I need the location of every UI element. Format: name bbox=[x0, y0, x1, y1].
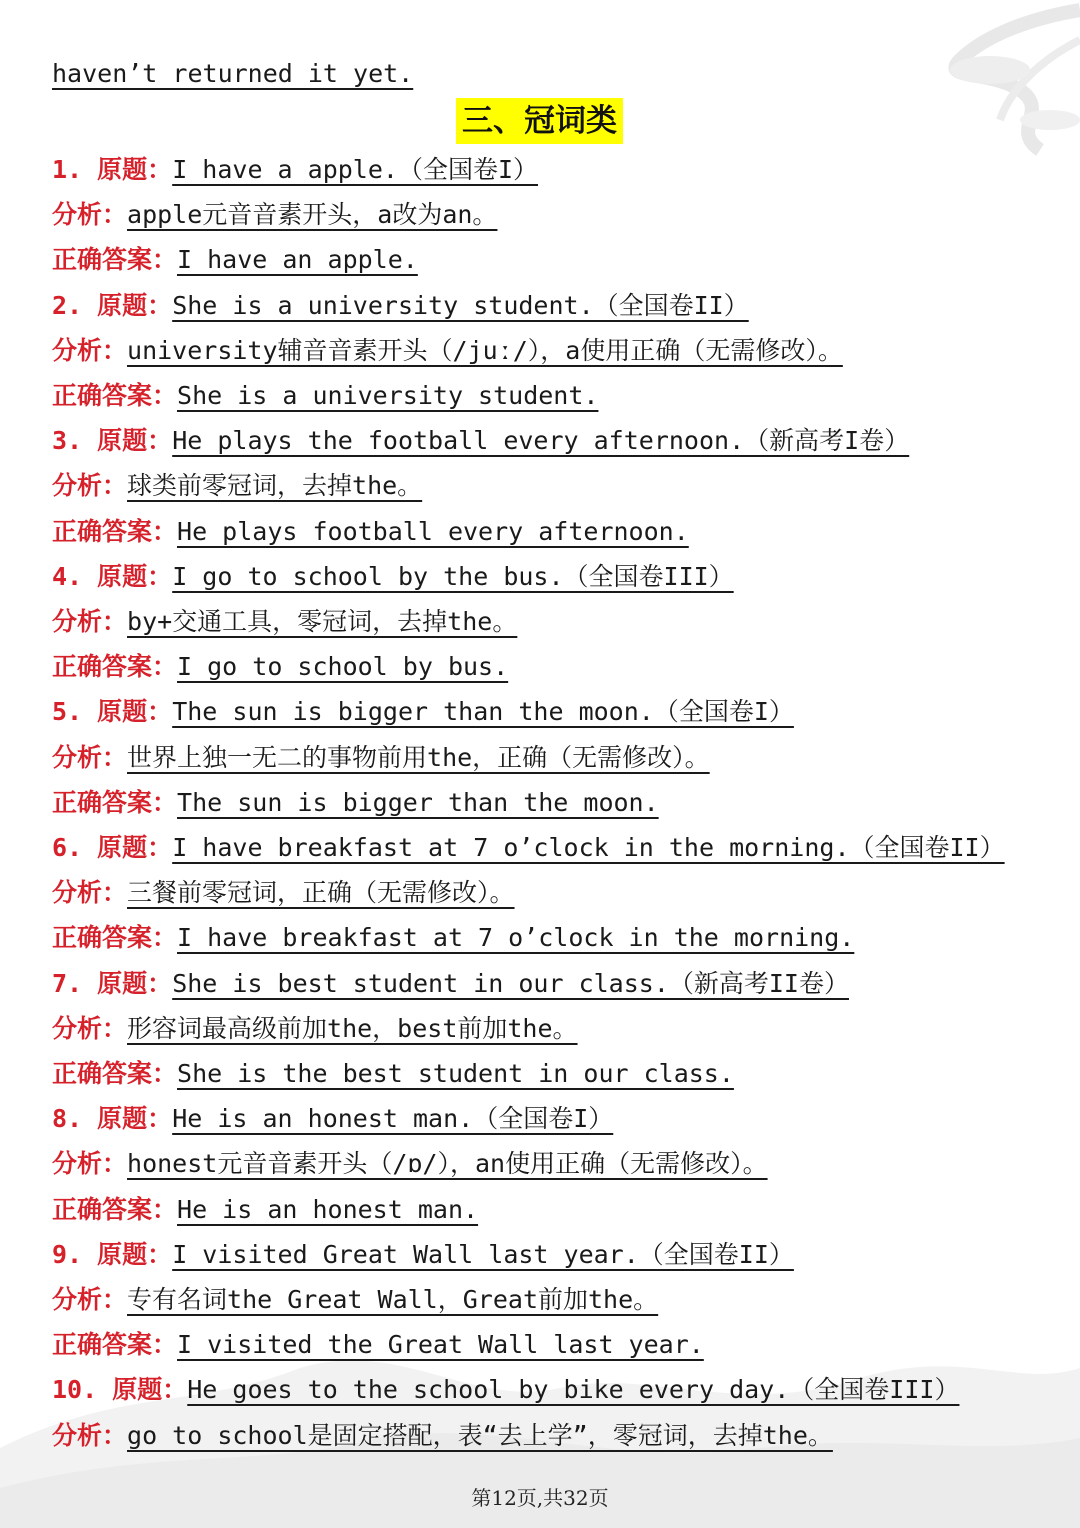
original-text: She is best student in our class.（新高考II卷） bbox=[172, 969, 849, 998]
continuation-text: haven’t returned it yet. bbox=[52, 59, 414, 88]
analysis-text: 形容词最高级前加the，best前加the。 bbox=[127, 1014, 578, 1043]
original-text: He plays the football every afternoon.（新高考I卷） bbox=[172, 426, 910, 455]
original-text: I have breakfast at 7 o’clock in the morning.（全国卷II） bbox=[172, 833, 1005, 862]
analysis-text: 三餐前零冠词，正确（无需修改）。 bbox=[127, 878, 515, 907]
ink-pine-decoration bbox=[660, 0, 1080, 200]
item-6-answer-line bbox=[52, 922, 854, 954]
analysis-label: 分析： bbox=[52, 1421, 128, 1450]
item-8-analysis-line bbox=[52, 1148, 768, 1180]
item-9-answer-line bbox=[52, 1329, 704, 1361]
item-7-analysis-line bbox=[52, 1013, 578, 1045]
item-10-analysis-line bbox=[52, 1420, 833, 1452]
answer-text: He is an honest man. bbox=[177, 1195, 479, 1224]
item-6-analysis-line bbox=[52, 877, 515, 909]
continuation-line bbox=[52, 58, 413, 90]
original-label: 原题： bbox=[97, 969, 173, 998]
answer-text: The sun is bigger than the moon. bbox=[177, 788, 659, 817]
section-title: 三、冠词类 bbox=[456, 98, 623, 144]
item-4-analysis-line bbox=[52, 606, 517, 638]
analysis-text: 世界上独一无二的事物前用the，正确（无需修改）。 bbox=[127, 743, 710, 772]
analysis-label: 分析： bbox=[52, 878, 128, 907]
analysis-label: 分析： bbox=[52, 200, 128, 229]
item-number: 5. bbox=[52, 697, 83, 726]
item-number: 1. bbox=[52, 155, 83, 184]
item-4-original-line bbox=[52, 561, 734, 593]
analysis-text: university辅音音素开头（/juː/），a使用正确（无需修改）。 bbox=[127, 336, 843, 365]
analysis-label: 分析： bbox=[52, 1285, 128, 1314]
item-3-analysis-line bbox=[52, 470, 422, 502]
item-7-original-line bbox=[52, 968, 849, 1000]
original-label: 原题： bbox=[97, 426, 173, 455]
analysis-text: by+交通工具，零冠词，去掉the。 bbox=[127, 607, 518, 636]
answer-text: She is a university student. bbox=[177, 381, 599, 410]
original-label: 原题： bbox=[112, 1375, 188, 1404]
analysis-label: 分析： bbox=[52, 607, 128, 636]
item-2-answer-line bbox=[52, 380, 598, 412]
item-3-original-line bbox=[52, 425, 909, 457]
analysis-text: apple元音音素开头，a改为an。 bbox=[127, 200, 498, 229]
answer-text: She is the best student in our class. bbox=[177, 1059, 734, 1088]
original-label: 原题： bbox=[97, 1240, 173, 1269]
analysis-label: 分析： bbox=[52, 1014, 128, 1043]
analysis-text: 球类前零冠词，去掉the。 bbox=[127, 471, 423, 500]
item-5-original-line bbox=[52, 696, 794, 728]
item-10-original-line bbox=[52, 1374, 959, 1406]
answer-label: 正确答案： bbox=[52, 923, 178, 952]
analysis-label: 分析： bbox=[52, 1149, 128, 1178]
item-3-answer-line bbox=[52, 516, 689, 548]
item-number: 2. bbox=[52, 291, 83, 320]
original-label: 原题： bbox=[97, 562, 173, 591]
item-number: 3. bbox=[52, 426, 83, 455]
original-text: I visited Great Wall last year.（全国卷II） bbox=[172, 1240, 794, 1269]
item-8-answer-line bbox=[52, 1194, 478, 1226]
item-number: 6. bbox=[52, 833, 83, 862]
original-label: 原题： bbox=[97, 291, 173, 320]
analysis-text: go to school是固定搭配，表“去上学”，零冠词，去掉the。 bbox=[127, 1421, 833, 1450]
item-number: 4. bbox=[52, 562, 83, 591]
analysis-text: 专有名词the Great Wall，Great前加the。 bbox=[127, 1285, 659, 1314]
original-text: The sun is bigger than the moon.（全国卷I） bbox=[172, 697, 794, 726]
answer-label: 正确答案： bbox=[52, 1059, 178, 1088]
item-1-original-line bbox=[52, 154, 538, 186]
item-1-answer-line bbox=[52, 244, 418, 276]
item-4-answer-line bbox=[52, 651, 508, 683]
answer-label: 正确答案： bbox=[52, 1330, 178, 1359]
answer-text: I have an apple. bbox=[177, 245, 418, 274]
original-label: 原题： bbox=[97, 155, 173, 184]
original-label: 原题： bbox=[97, 697, 173, 726]
original-text: She is a university student.（全国卷II） bbox=[172, 291, 749, 320]
answer-text: I have breakfast at 7 o’clock in the morning. bbox=[177, 923, 855, 952]
item-number: 8. bbox=[52, 1104, 83, 1133]
answer-label: 正确答案： bbox=[52, 245, 178, 274]
original-text: I have a apple.（全国卷I） bbox=[172, 155, 539, 184]
item-5-analysis-line bbox=[52, 742, 710, 774]
item-7-answer-line bbox=[52, 1058, 734, 1090]
item-5-answer-line bbox=[52, 787, 659, 819]
item-9-original-line bbox=[52, 1239, 794, 1271]
original-text: I go to school by the bus.（全国卷III） bbox=[172, 562, 734, 591]
item-number: 10. bbox=[52, 1375, 98, 1404]
answer-label: 正确答案： bbox=[52, 652, 178, 681]
answer-text: I visited the Great Wall last year. bbox=[177, 1330, 704, 1359]
item-1-analysis-line bbox=[52, 199, 497, 231]
answer-label: 正确答案： bbox=[52, 1195, 178, 1224]
original-label: 原题： bbox=[97, 833, 173, 862]
analysis-label: 分析： bbox=[52, 471, 128, 500]
item-6-original-line bbox=[52, 832, 1005, 864]
analysis-text: honest元音音素开头（/ɒ/），an使用正确（无需修改）。 bbox=[127, 1149, 768, 1178]
item-number: 7. bbox=[52, 969, 83, 998]
item-9-analysis-line bbox=[52, 1284, 658, 1316]
answer-label: 正确答案： bbox=[52, 788, 178, 817]
analysis-label: 分析： bbox=[52, 743, 128, 772]
analysis-label: 分析： bbox=[52, 336, 128, 365]
page-footer: 第12页,共32页 bbox=[471, 1486, 609, 1510]
answer-text: He plays football every afternoon. bbox=[177, 517, 689, 546]
answer-label: 正确答案： bbox=[52, 381, 178, 410]
item-8-original-line bbox=[52, 1103, 613, 1135]
answer-text: I go to school by bus. bbox=[177, 652, 509, 681]
original-text: He is an honest man.（全国卷I） bbox=[172, 1104, 614, 1133]
item-2-original-line bbox=[52, 290, 749, 322]
original-text: He goes to the school by bike every day.（全国卷III） bbox=[187, 1375, 960, 1404]
answer-label: 正确答案： bbox=[52, 517, 178, 546]
item-number: 9. bbox=[52, 1240, 83, 1269]
original-label: 原题： bbox=[97, 1104, 173, 1133]
item-2-analysis-line bbox=[52, 335, 843, 367]
